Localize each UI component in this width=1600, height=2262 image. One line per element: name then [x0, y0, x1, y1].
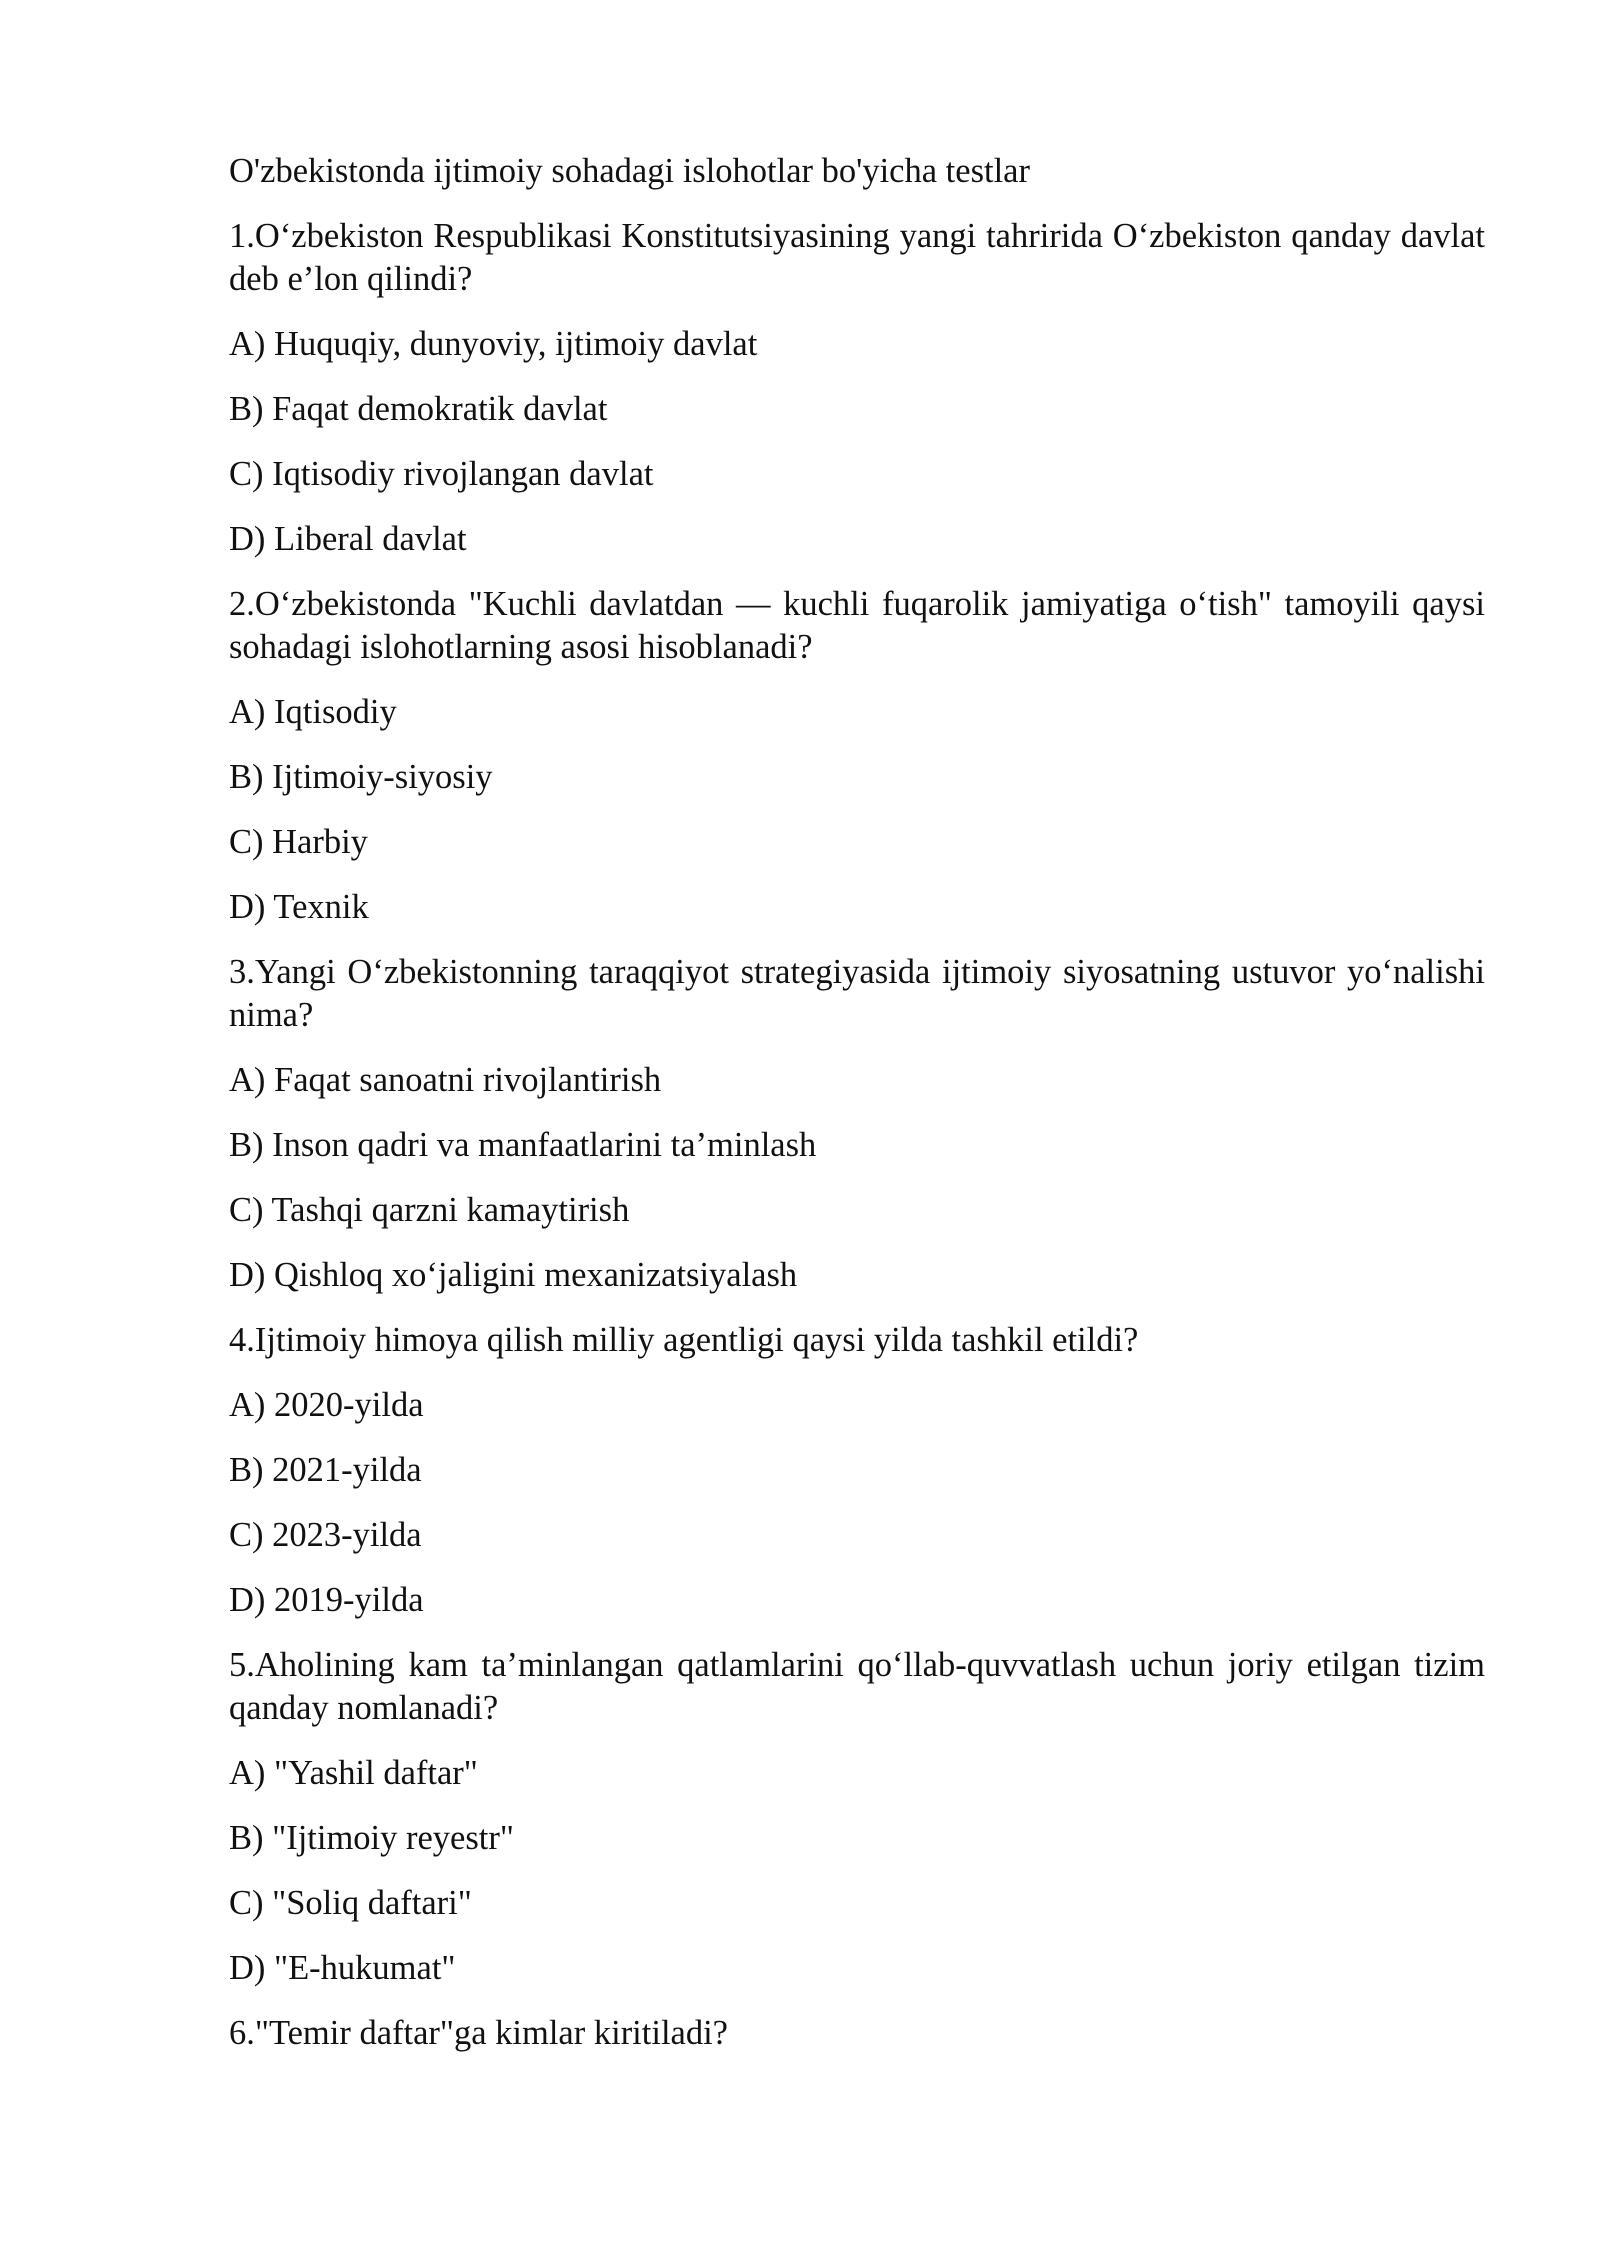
answer-option-c: C) "Soliq daftari" [229, 1884, 472, 1922]
document-page [229, 150, 1485, 2077]
question-number: 2. [229, 585, 255, 623]
answer-option-b: B) Inson qadri va manfaatlarini ta’minlash [229, 1126, 817, 1164]
answer-option-a: A) Faqat sanoatni rivojlantirish [229, 1061, 662, 1099]
question-text [229, 583, 1485, 669]
answer-option-b: B) Ijtimoiy-siyosiy [229, 758, 493, 796]
answer-option-d: D) Texnik [229, 888, 369, 926]
answer-option-c: C) 2023-yilda [229, 1516, 422, 1554]
question-number: 6. [229, 2014, 255, 2052]
question-text [229, 1319, 1485, 1362]
question-1 [229, 215, 1485, 561]
question-3 [229, 951, 1485, 1297]
answer-option-d: D) "E-hukumat" [229, 1949, 456, 1987]
question-body: O‘zbekiston Respublikasi Konstitutsiyasining yangi tahririda O‘zbekiston qanday davlat deb e’lon qilindi? [229, 217, 1485, 298]
question-text [229, 951, 1485, 1037]
question-body: Ijtimoiy himoya qilish milliy agentligi qaysi yilda tashkil etildi? [254, 1321, 1139, 1359]
answer-option-a: A) "Yashil daftar" [229, 1754, 478, 1792]
answer-option-a: A) Huquqiy, dunyoviy, ijtimoiy davlat [229, 325, 758, 363]
answer-option-d: D) Liberal davlat [229, 520, 467, 558]
question-body: Aholining kam ta’minlangan qatlamlarini qo‘llab-quvvatlash uchun joriy etilgan tizim qanday nomlanadi? [229, 1646, 1485, 1727]
question-body: "Temir daftar"ga kimlar kiritiladi? [254, 2014, 728, 2052]
question-text [229, 215, 1485, 301]
answer-option-c: C) Harbiy [229, 823, 368, 861]
document-title: O'zbekistonda ijtimoiy sohadagi islohotlar bo'yicha testlar [229, 152, 1030, 190]
question-text [229, 1644, 1485, 1730]
answer-option-b: B) Faqat demokratik davlat [229, 390, 608, 428]
answer-option-b: B) "Ijtimoiy reyestr" [229, 1819, 514, 1857]
answer-option-c: C) Tashqi qarzni kamaytirish [229, 1191, 630, 1229]
question-2 [229, 583, 1485, 929]
question-number: 3. [229, 953, 255, 991]
question-body: O‘zbekistonda "Kuchli davlatdan — kuchli fuqarolik jamiyatiga o‘tish" tamoyili qaysi sohadagi islohotlarning asosi hisoblanadi? [229, 585, 1485, 666]
answer-option-d: D) Qishloq xo‘jaligini mexanizatsiyalash [229, 1256, 798, 1294]
question-4 [229, 1319, 1485, 1622]
answer-option-b: B) 2021-yilda [229, 1451, 422, 1489]
answer-option-c: C) Iqtisodiy rivojlangan davlat [229, 455, 654, 493]
question-body: Yangi O‘zbekistonning taraqqiyot strategiyasida ijtimoiy siyosatning ustuvor yo‘nalishi nima? [229, 953, 1485, 1034]
question-6 [229, 2012, 1485, 2055]
question-5 [229, 1644, 1485, 1990]
answer-option-a: A) Iqtisodiy [229, 693, 397, 731]
answer-option-d: D) 2019-yilda [229, 1581, 424, 1619]
question-number: 5. [229, 1646, 255, 1684]
question-number: 1. [229, 217, 255, 255]
question-text [229, 2012, 1485, 2055]
question-number: 4. [229, 1321, 255, 1359]
answer-option-a: A) 2020-yilda [229, 1386, 424, 1424]
